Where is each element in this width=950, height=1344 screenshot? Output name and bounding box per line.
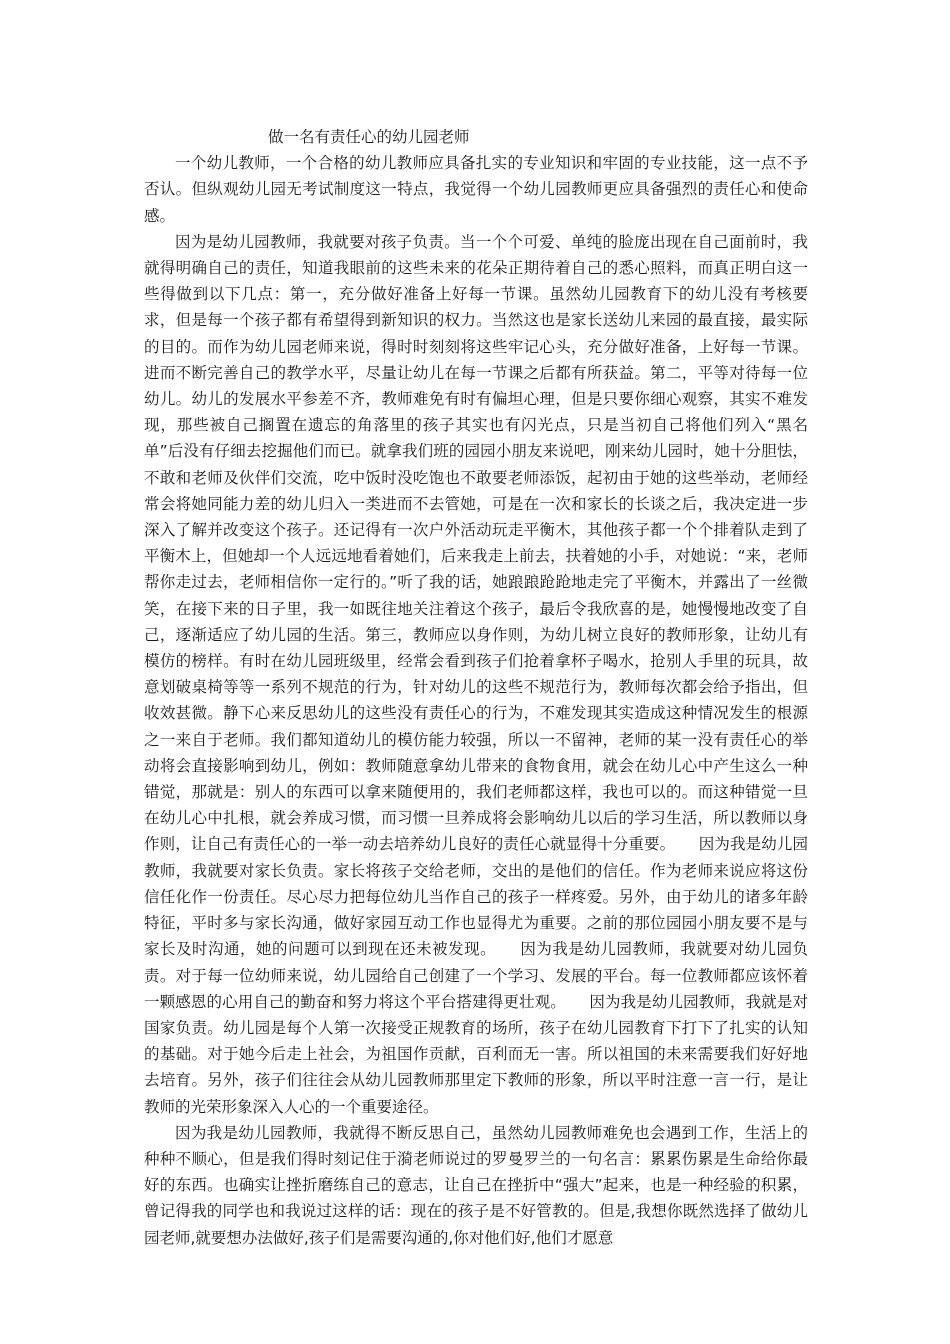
paragraph-intro: 一个幼儿教师，一个合格的幼儿教师应具备扎实的专业知识和牢固的专业技能，这一点不予否认。但纵观幼儿园无考试制度这一特点，我觉得一个幼儿园教师更应具备强烈的责任心和使命感。 <box>144 154 808 225</box>
paragraph-responsibilities: 因为是幼儿园教师，我就要对孩子负责。当一个个可爱、单纯的脸庞出现在自己面前时，我就得明确自己的责任，知道我眼前的这些未来的花朵正期待着自己的悉心照料，而真正明白这一些得做到以下几点：第一，充分做好准备上好每一节课。虽然幼儿园教育下的幼儿没有考核要求，但是每一个孩子都有希望得到新知识的权力。当然这也是家长送幼儿来园的最直接，最实际的目的。而作为幼儿园老师来说，得时时刻刻将这些牢记心头，充分做好准备，上好每一节课。进而不断完善自己的教学水平，尽量让幼儿在每一节课之后都有所获益。第二，平等对待每一位幼儿。幼儿的发展水平参差不齐，教师难免有时有偏坦心理，但是只要你细心观察，其实不难发现，那些被自己搁置在遗忘的角落里的孩子其实也有闪光点，只是当初自己将他们列入“黑名单”后没有仔细去挖掘他们而已。就拿我们班的园园小朋友来说吧，刚来幼儿园时，她十分胆怯，不敢和老师及伙伴们交流，吃中饭时没吃饱也不敢要老师添饭，起初由于她的这些举动，老师经常会将她同能力差的幼儿归入一类进而不去管她，可是在一次和家长的长谈之后，我决定进一步深入了解并改变这个孩子。还记得有一次户外活动玩走平衡木，其他孩子都一个个排着队走到了平衡木上，但她却一个人远远地看着她们，后来我走上前去，扶着她的小手，对她说：“来，老师帮你走过去，老师相信你一定行的。”听了我的话，她踉踉跄跄地走完了平衡木，并露出了一丝微笑，在接下来的日子里，我一如既往地关注着这个孩子，最后令我欣喜的是，她慢慢地改变了自己，逐渐适应了幼儿园的生活。第三，教师应以身作则，为幼儿树立良好的教师形象，让幼儿有模仿的榜样。有时在幼儿园班级里，经常会看到孩子们抢着拿杯子喝水，抢别人手里的玩具，故意划破桌椅等等一系列不规范的行为，针对幼儿的这些不规范行为，教师每次都会给予指出，但收效甚微。静下心来反思幼儿的这些没有责任心的行为，不难发现其实造成这种情况发生的根源之一来自于老师。我们都知道幼儿的模仿能力较强，所以一不留神，老师的某一没有责任心的举动将会直接影响到幼儿，例如：教师随意拿幼儿带来的食物食用，就会在幼儿心中产生这么一种错觉，那就是：别人的东西可以拿来随便用的，我们老师都这样，我也可以的。而这种错觉一旦在幼儿心中扎根，就会养成习惯，而习惯一旦养成将会影响幼儿以后的学习生活，所以教师以身作则，让自己有责任心的一举一动去培养幼儿良好的责任心就显得十分重要。 因为我是幼儿园教师，我就要对家长负责。家长将孩子交给老师，交出的是他们的信任。作为老师来说应将这份信任化作一份责任。尽心尽力把每位幼儿当作自己的孩子一样疼爱。另外，由于幼儿的诸多年龄特征，平时多与家长沟通，做好家园互动工作也显得尤为重要。之前的那位园园小朋友要不是与家长及时沟通，她的问题可以到现在还未被发现。 因为我是幼儿园教师，我就要对幼儿园负责。对于每一位幼师来说，幼儿园给自己创建了一个学习、发展的平台。每一位教师都应该怀着一颗感恩的心用自己的勤奋和努力将这个平台搭建得更壮观。 因为我是幼儿园教师，我就是对国家负责。幼儿园是每个人第一次接受正规教育的场所，孩子在幼儿园教育下打下了扎实的认知的基础。对于她今后走上社会，为祖国作贡献，百利而无一害。所以祖国的未来需要我们好好地去培育。另外，孩子们往往会从幼儿园教师那里定下教师的形象，所以平时注意一言一行，是让教师的光荣形象深入人心的一个重要途径。 <box>144 232 808 1116</box>
paragraph-reflection: 因为我是幼儿园教师，我就得不断反思自己，虽然幼儿园教师难免也会遇到工作，生活上的种种不顺心，但是我们得时刻记住于漪老师说过的罗曼罗兰的一句名言：累累伤累是生命给你最好的东西。也确实让挫折磨练自己的意志，让自己在挫折中“强大”起来，也是一种经验的积累，曾记得我的同学也和我说过这样的话：现在的孩子是不好管教的。但是,我想你既然选择了做幼儿园老师,就要想办法做好,孩子们是需要沟通的,你对他们好,他们才愿意 <box>144 1123 808 1247</box>
document-body <box>144 124 808 1251</box>
document-title: 做一名有责任心的幼儿园老师 <box>268 128 470 146</box>
